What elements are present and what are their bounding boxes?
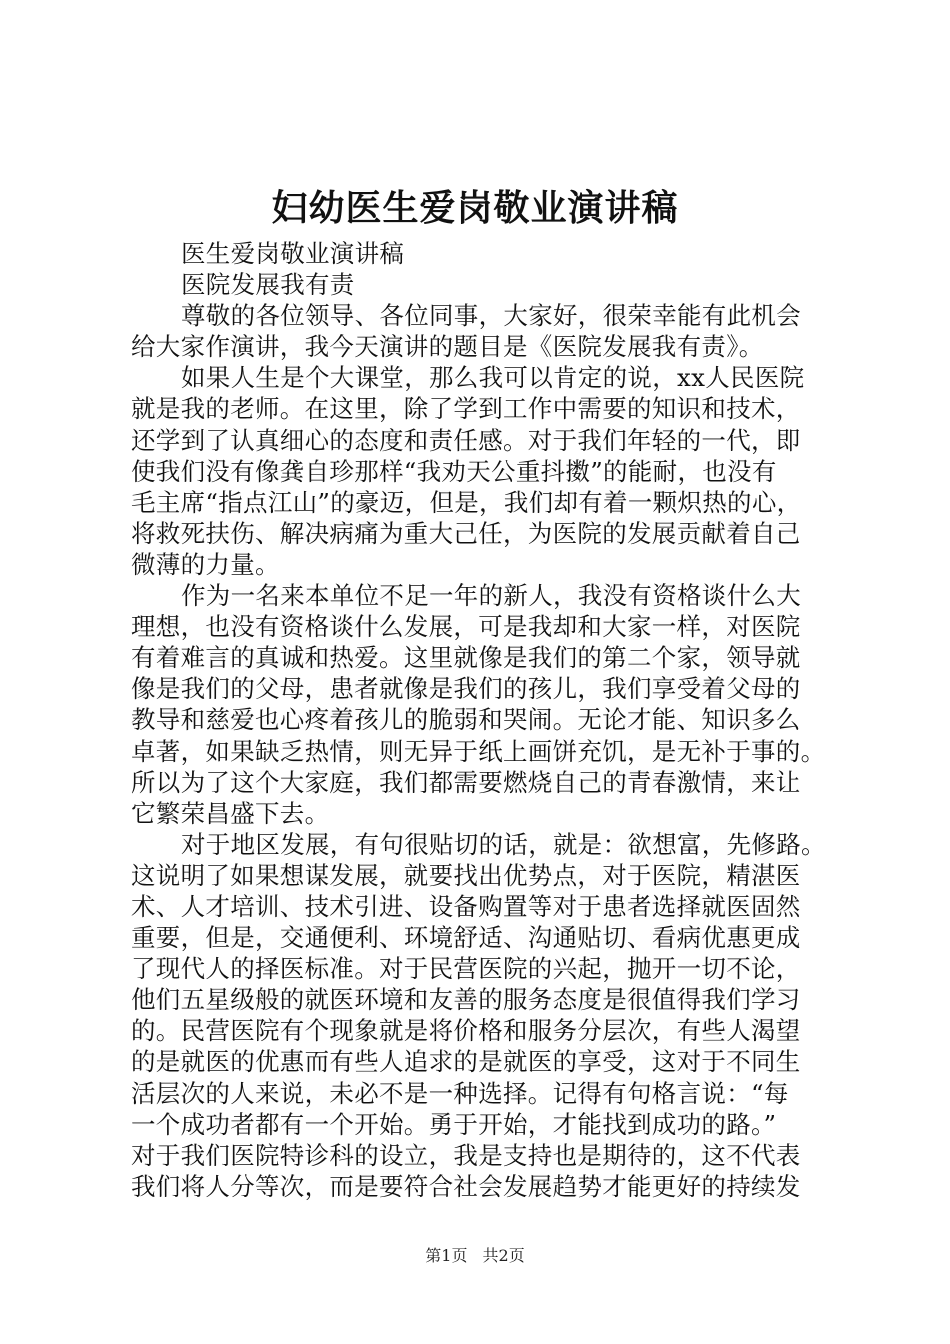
- body-line: 如果人生是个大课堂，那么我可以肯定的说，xx人民医院: [181, 363, 805, 393]
- body-line: 一个成功者都有一个开始。勇于开始，才能找到成功的路。”: [131, 1109, 777, 1139]
- document-title: 妇幼医生爱岗敬业演讲稿: [271, 187, 679, 229]
- body-line: 他们五星级般的就医环境和友善的服务态度是很值得我们学习: [131, 985, 801, 1015]
- page-number-current: 第1页: [425, 1246, 468, 1265]
- body-line: 活层次的人来说，未必不是一种选择。记得有句格言说：“每: [131, 1078, 789, 1108]
- body-line: 重要，但是，交通便利、环境舒适、沟通贴切、看病优惠更成: [131, 923, 801, 953]
- body-line: 它繁荣昌盛下去。: [131, 798, 330, 828]
- body-line: 卓著，如果缺乏热情，则无异于纸上画饼充饥，是无补于事的。: [131, 736, 826, 766]
- body-line: 的是就医的优惠而有些人追求的是就医的享受，这对于不同生: [131, 1047, 801, 1077]
- body-line: 使我们没有像龚自珍那样“我劝天公重抖擞”的能耐，也没有: [131, 456, 777, 486]
- body-line: 微薄的力量。: [131, 549, 280, 579]
- body-line: 有着难言的真诚和热爱。这里就像是我们的第二个家，领导就: [131, 643, 801, 673]
- body-line: 就是我的老师。在这里，除了学到工作中需要的知识和技术，: [131, 394, 801, 424]
- body-line: 理想，也没有资格谈什么发展，可是我却和大家一样，对医院: [131, 612, 801, 642]
- body-line: 所以为了这个大家庭，我们都需要燃烧自己的青春激情，来让: [131, 767, 801, 797]
- body-line: 对于我们医院特诊科的设立，我是支持也是期待的，这不代表: [131, 1140, 801, 1170]
- document-body: [131, 238, 831, 1202]
- body-line: 像是我们的父母，患者就像是我们的孩儿，我们享受着父母的: [131, 674, 801, 704]
- body-line: 我们将人分等次，而是要符合社会发展趋势才能更好的持续发: [131, 1171, 801, 1201]
- page-footer: [0, 1245, 950, 1267]
- body-line: 给大家作演讲，我今天演讲的题目是《医院发展我有责》。: [131, 332, 764, 362]
- body-line: 医院发展我有责: [181, 270, 355, 300]
- body-line: 医生爱岗敬业演讲稿: [181, 239, 405, 268]
- body-line: 术、人才培训、技术引进、设备购置等对于患者选择就医固然: [131, 891, 801, 921]
- body-line: 的。民营医院有个现象就是将价格和服务分层次，有些人渴望: [131, 1016, 801, 1046]
- body-line: 作为一名来本单位不足一年的新人，我没有资格谈什么大: [181, 581, 801, 611]
- body-line: 这说明了如果想谋发展，就要找出优势点，对于医院，精湛医: [131, 860, 801, 890]
- body-line: 对于地区发展，有句很贴切的话，就是：欲想富，先修路。: [181, 829, 826, 859]
- body-line: 尊敬的各位领导、各位同事，大家好，很荣幸能有此机会: [181, 301, 801, 331]
- body-line: 还学到了认真细心的态度和责任感。对于我们年轻的一代，即: [131, 425, 801, 455]
- body-line: 教导和慈爱也心疼着孩儿的脆弱和哭闹。无论才能、知识多么: [131, 705, 801, 735]
- body-line: 毛主席“指点江山”的豪迈，但是，我们却有着一颗炽热的心，: [131, 487, 802, 517]
- body-line: 了现代人的择医标准。对于民营医院的兴起，抛开一切不论，: [131, 954, 801, 984]
- page-number-total: 共2页: [482, 1246, 525, 1265]
- body-line: 将救死扶伤、解决病痛为重大己任，为医院的发展贡献着自己: [131, 518, 801, 548]
